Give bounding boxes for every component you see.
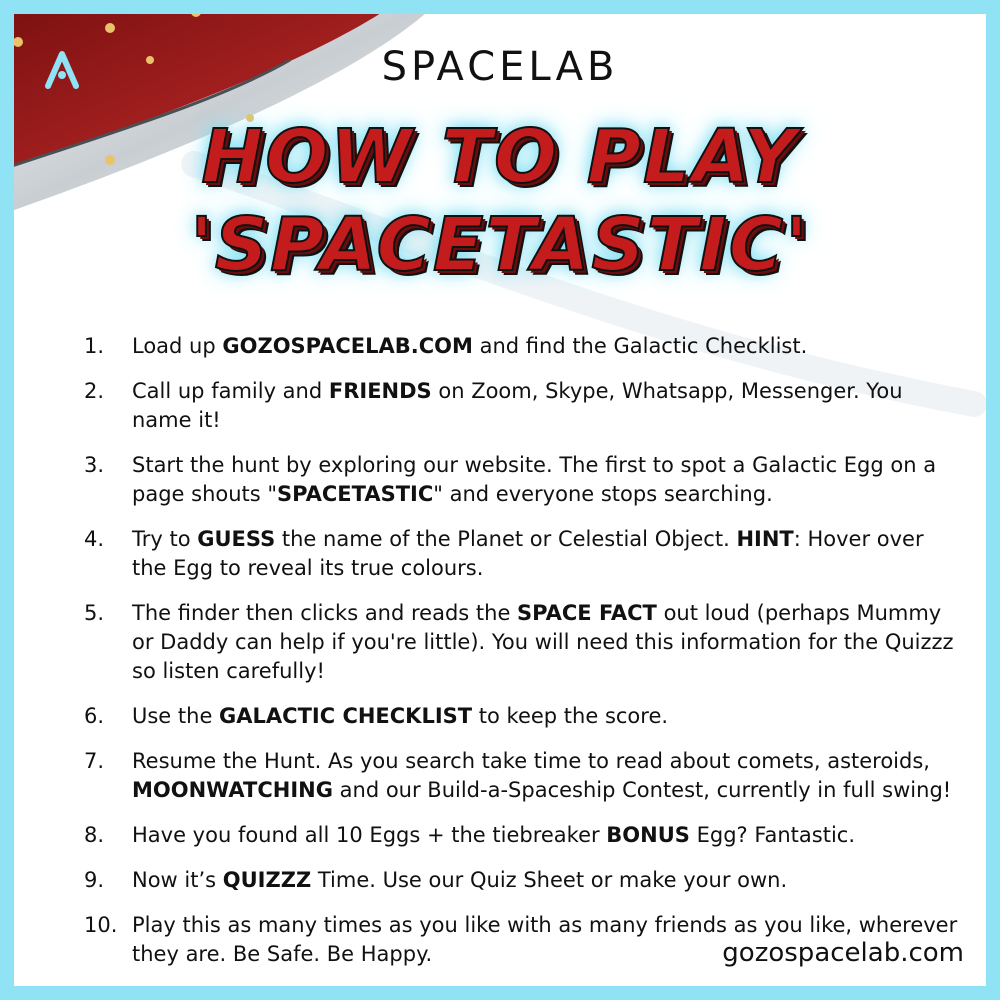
footer-website: gozospacelab.com — [722, 938, 964, 968]
rule-number: 4. — [84, 527, 105, 551]
rule-keyword: GALACTIC CHECKLIST — [219, 704, 473, 728]
rule-number: 6. — [84, 704, 105, 728]
rule-text — [132, 866, 964, 895]
rule-text-part: Egg? Fantastic. — [689, 823, 856, 847]
rule-text — [132, 332, 964, 361]
rule-text-part: Time. Use our Quiz Sheet or make your own. — [311, 868, 788, 892]
rule-number: 10. — [84, 913, 118, 937]
rule-keyword: SPACETASTIC — [277, 482, 434, 506]
rule-number: 9. — [84, 868, 105, 892]
brand-title: SPACELAB — [381, 44, 619, 90]
rule-number: 5. — [84, 601, 105, 625]
rule-text-part: Use the — [132, 704, 220, 728]
rule-text-part: The finder then clicks and reads the — [132, 601, 518, 625]
rule-text-part: Try to — [132, 527, 198, 551]
rule-text — [132, 702, 964, 731]
rule-item — [84, 525, 964, 583]
rule-keyword: SPACE FACT — [517, 601, 657, 625]
headline-line2: 'SPACETASTIC' — [190, 202, 810, 288]
rule-text-part: Call up family and — [132, 379, 329, 403]
rule-number: 8. — [84, 823, 105, 847]
rule-text-part: Start the hunt by exploring our website. The first to spot a Galactic Egg on a page shouts " — [132, 453, 937, 506]
rule-number: 7. — [84, 749, 105, 773]
rule-text — [132, 377, 964, 435]
rule-text-part: : Hover over the Egg to reveal its true colours. — [132, 527, 924, 580]
rule-text-part: Now it’s — [132, 868, 223, 892]
rule-text-part: Play this as many times as you like with as many friends as you like, wherever they are. Be Safe. Be Happy. — [132, 913, 958, 966]
rule-item — [84, 747, 964, 805]
rule-item — [84, 866, 964, 895]
rule-item — [84, 599, 964, 686]
rule-text-part: " and everyone stops searching. — [433, 482, 773, 506]
rule-item — [84, 702, 964, 731]
rule-text-part: and our Build-a-Spaceship Contest, currently in full swing! — [332, 778, 952, 802]
rule-keyword: BONUS — [606, 823, 690, 847]
rule-number: 3. — [84, 453, 105, 477]
rule-text — [132, 525, 964, 583]
rule-keyword: FRIENDS — [328, 379, 432, 403]
rule-text — [132, 821, 964, 850]
rule-number: 2. — [84, 379, 105, 403]
rule-item — [84, 332, 964, 361]
headline-line1: HOW TO PLAY — [201, 114, 799, 200]
rules-list — [84, 332, 964, 985]
rule-keyword: QUIZZZ — [222, 868, 312, 892]
rule-text-part: Resume the Hunt. As you search take time to read about comets, asteroids, — [132, 749, 930, 773]
rule-keyword: MOONWATCHING — [132, 778, 333, 802]
rule-text-part: Have you found all 10 Eggs + the tiebreaker — [132, 823, 607, 847]
rule-text-part: Load up — [132, 334, 223, 358]
rule-text-part: and find the Galactic Checklist. — [472, 334, 808, 358]
rule-text — [132, 451, 964, 509]
rule-text-part: on Zoom, Skype, Whatsapp, Messenger. You name it! — [132, 379, 903, 432]
rule-keyword: HINT — [736, 527, 794, 551]
rule-text — [132, 599, 964, 686]
rule-item — [84, 377, 964, 435]
rule-text-part: to keep the score. — [472, 704, 669, 728]
rule-item — [84, 451, 964, 509]
rule-text-part: out loud (perhaps Mummy or Daddy can help if you're little). You will need this information for the Quizzz so listen carefully! — [132, 601, 954, 683]
rule-text-part: the name of the Planet or Celestial Object. — [275, 527, 737, 551]
rule-number: 1. — [84, 334, 105, 358]
rule-keyword: GUESS — [197, 527, 276, 551]
rule-text — [132, 747, 964, 805]
rule-keyword: GOZOSPACELAB.COM — [222, 334, 473, 358]
rule-item — [84, 821, 964, 850]
